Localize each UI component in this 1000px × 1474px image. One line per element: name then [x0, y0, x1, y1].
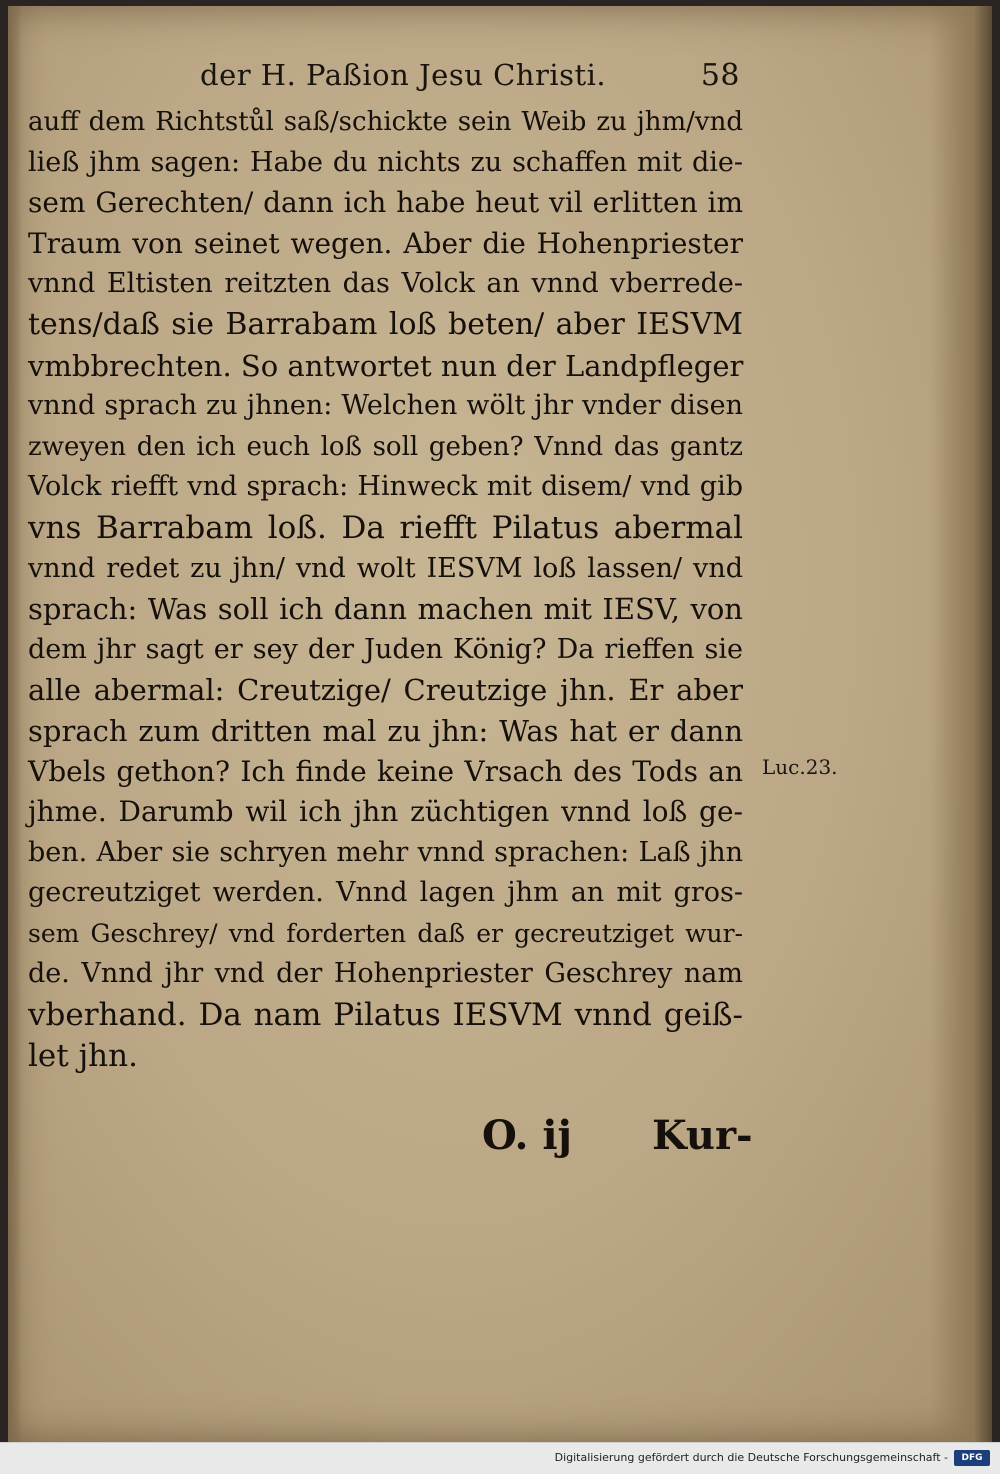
footer-bar	[0, 1442, 1000, 1474]
text-line: vnnd redet zu jhn/ vnd wolt IESVM loß lassen/ vnd	[28, 552, 743, 584]
text-line: vberhand. Da nam Pilatus IESVM vnnd geiß-	[28, 997, 743, 1034]
text-line: jhme. Darumb wil ich jhn züchtigen vnnd loß ge-	[28, 795, 743, 829]
catchword: Kur-	[652, 1112, 753, 1159]
text-line: sem Geschrey/ vnd forderten daß er gecreutziget wur-	[28, 918, 743, 948]
text-line: de. Vnnd jhr vnd der Hohenpriester Geschrey nam	[28, 958, 743, 990]
text-line: zweyen den ich euch loß soll geben? Vnnd das gantz	[28, 431, 743, 462]
text-line: ben. Aber sie schryen mehr vnnd sprachen: Laß jhn	[28, 836, 743, 868]
text-line: vmbbrechten. So antwortet nun der Landpfleger	[28, 348, 744, 383]
text-line: Vbels gethon? Ich finde keine Vrsach des Tods an	[28, 754, 743, 788]
dfg-logo-icon: DFG	[954, 1450, 990, 1466]
folio-number: 58	[700, 58, 740, 93]
text-line: tens/daß sie Barrabam loß beten/ aber IESVM	[28, 306, 743, 342]
marginal-note: Luc.23.	[762, 755, 838, 779]
text-line: auff dem Richtstůl saß/schickte sein Weib zu jhm/vnd	[28, 107, 743, 137]
text-line: ließ jhm sagen: Habe du nichts zu schaffen mit die-	[28, 146, 743, 178]
page-edge-shadow	[930, 6, 992, 1442]
running-head	[200, 58, 740, 98]
text-line: vnnd Eltisten reitzten das Volck an vnnd vberrede-	[28, 268, 743, 300]
text-line: sprach zum dritten mal zu jhn: Was hat er dann	[28, 713, 743, 748]
text-line: vnnd sprach zu jhnen: Welchen wölt jhr vnder disen	[28, 390, 743, 422]
text-line: Volck riefft vnd sprach: Hinweck mit disem/ vnd gib	[28, 471, 743, 503]
text-line: gecreutziget werden. Vnnd lagen jhm an mit gros-	[28, 877, 743, 909]
text-line: dem jhr sagt er sey der Juden König? Da rieffen sie	[28, 633, 743, 665]
text-line: Traum von seinet wegen. Aber die Hohenpriester	[28, 226, 743, 260]
text-line: vns Barrabam loß. Da riefft Pilatus abermal	[28, 509, 743, 546]
text-line: sprach: Was soll ich dann machen mit IESV, von	[28, 592, 743, 627]
body-text	[28, 102, 748, 1076]
signature-mark: O. ij	[482, 1112, 573, 1159]
text-line: sem Gerechten/ dann ich habe heut vil erlitten im	[28, 186, 743, 220]
text-line: let jhn.	[28, 1037, 138, 1074]
page-gutter-shadow	[8, 6, 22, 1442]
funding-credit: Digitalisierung gefördert durch die Deutsche Forschungsgemeinschaft -	[554, 1451, 948, 1464]
running-head-title: der H. Paßion Jesu Christi.	[200, 58, 607, 92]
text-line: alle abermal: Creutzige/ Creutzige jhn. Er aber	[28, 673, 743, 708]
